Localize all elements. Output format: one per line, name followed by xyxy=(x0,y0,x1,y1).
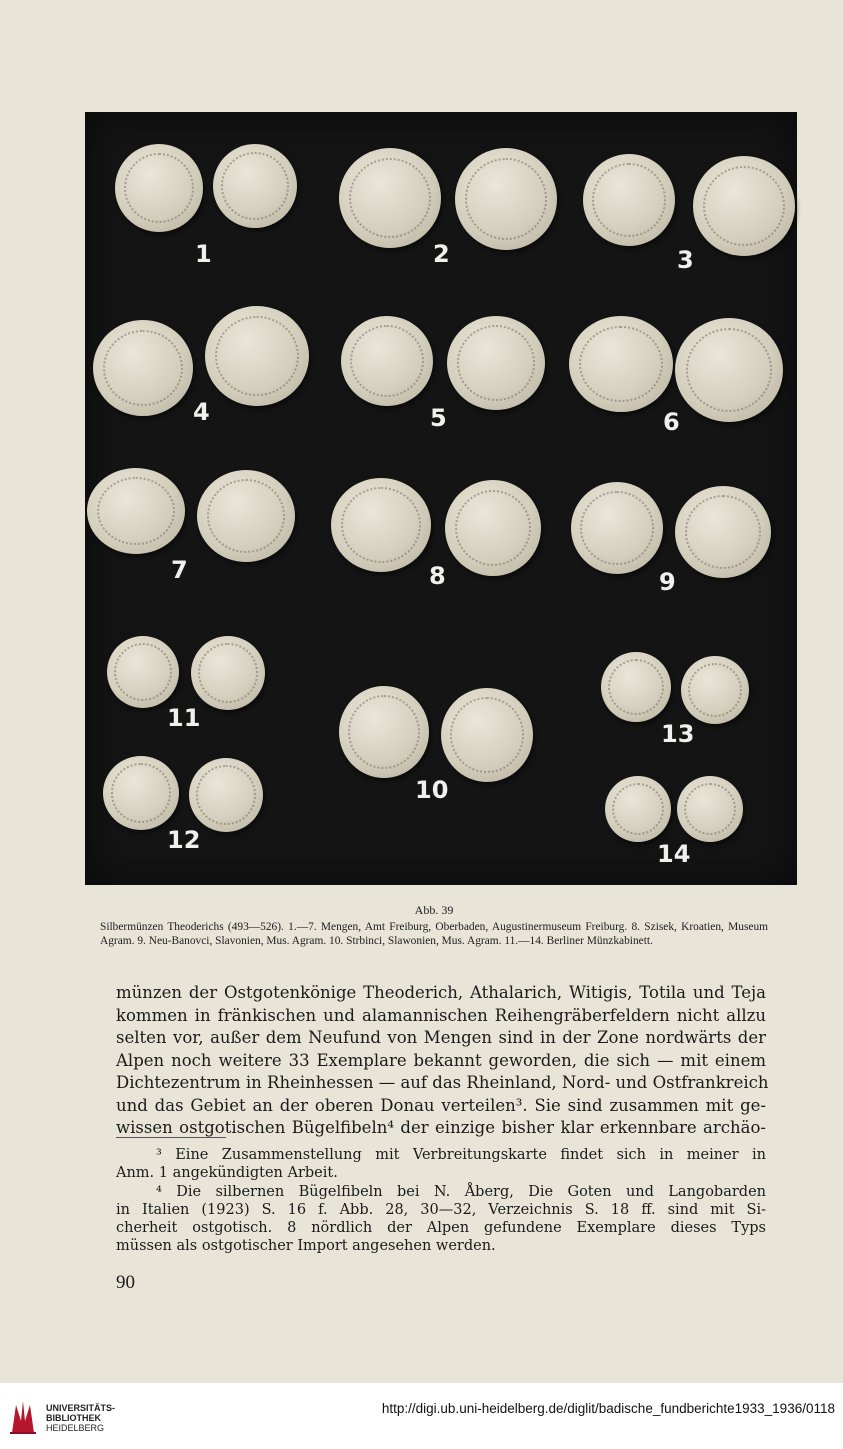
university-library-logo-icon xyxy=(8,1399,38,1435)
footnote-line: Anm. 1 angekündigten Arbeit. xyxy=(116,1165,338,1182)
coin-obverse xyxy=(87,468,185,554)
coin-number-label: 13 xyxy=(661,720,695,748)
coin-obverse xyxy=(341,316,433,406)
coin-obverse xyxy=(583,154,675,246)
coin-number-label: 10 xyxy=(415,776,449,804)
coin-obverse xyxy=(331,478,431,572)
coin-obverse xyxy=(93,320,193,416)
coin-obverse xyxy=(605,776,671,842)
page-number: 90 xyxy=(116,1272,135,1293)
coin-obverse xyxy=(571,482,663,574)
coin-reverse xyxy=(447,316,545,410)
footnotes xyxy=(116,1146,766,1256)
coin-obverse xyxy=(107,636,179,708)
coin-obverse xyxy=(339,148,441,248)
footnote-separator xyxy=(116,1137,226,1138)
viewer-footer xyxy=(0,1383,843,1449)
library-name xyxy=(46,1403,115,1433)
body-line: und das Gebiet an der oberen Donau verteilen³. Sie sind zusammen mit ge- xyxy=(116,1095,766,1115)
coin-obverse xyxy=(569,316,673,412)
body-line: münzen der Ostgotenkönige Theoderich, Athalarich, Witigis, Totila und Teja xyxy=(116,983,766,1002)
coin-reverse xyxy=(213,144,297,228)
coin-number-label: 3 xyxy=(677,246,694,274)
coin-reverse xyxy=(677,776,743,842)
coin-reverse xyxy=(445,480,541,576)
coin-number-label: 6 xyxy=(663,408,680,436)
coin-reverse xyxy=(191,636,265,710)
coin-reverse xyxy=(681,656,749,724)
footnote-line: ⁴ Die silbernen Bügelfibeln bei N. Åberg, Die Goten und Langobarden xyxy=(156,1183,766,1200)
library-name-line: HEIDELBERG xyxy=(46,1423,105,1433)
permalink-url[interactable]: http://digi.ub.uni-heidelberg.de/diglit/badische_fundberichte1933_1936/0118 xyxy=(381,1401,835,1416)
coin-reverse xyxy=(205,306,309,406)
coin-reverse xyxy=(455,148,557,250)
figure-caption-text: Silbermünzen Theoderichs (493—526). 1.—7. Mengen, Amt Freiburg, Oberbaden, Augustinermuseum Freiburg. 8. Szisek, Kroatien, Museum Agram. 9. Neu-Banovci, Slavonien, Mus. Agram. 10. Strbinci, Slawonien, Mus. Agram. 11.—14. Berliner Münzkabinett. xyxy=(100,921,768,947)
coin-obverse xyxy=(103,756,179,830)
body-paragraph xyxy=(116,982,769,1140)
library-name-line: BIBLIOTHEK xyxy=(46,1413,101,1423)
body-line: Alpen noch weitere 33 Exemplare bekannt geworden, die sich — mit einem xyxy=(116,1050,766,1070)
footnote-line: in Italien (1923) S. 16 f. Abb. 28, 30—32, Verzeichnis S. 18 ff. sind mit Si- xyxy=(116,1201,766,1218)
coin-number-label: 14 xyxy=(657,840,691,868)
coin-number-label: 8 xyxy=(429,562,446,590)
body-line: Dichtezentrum in Rheinhessen — auf das Rheinland, Nord- und Ostfrankreich xyxy=(116,1073,769,1092)
coin-reverse xyxy=(189,758,263,832)
coin-obverse xyxy=(601,652,671,722)
coin-reverse xyxy=(693,156,795,256)
coin-reverse xyxy=(441,688,533,782)
coin-number-label: 9 xyxy=(659,568,676,596)
coin-number-label: 5 xyxy=(430,404,447,432)
coin-number-label: 12 xyxy=(167,826,201,854)
body-line: selten vor, außer dem Neufund von Mengen sind in der Zone nordwärts der xyxy=(116,1028,766,1047)
footnote-line: cherheit ostgotisch. 8 nördlich der Alpen gefundene Exemplare dieses Typs xyxy=(116,1220,766,1237)
coin-number-label: 4 xyxy=(193,398,210,426)
footnote-line: ³ Eine Zusammenstellung mit Verbreitungskarte findet sich in meiner in xyxy=(156,1147,766,1163)
coin-number-label: 2 xyxy=(433,240,450,268)
footnote-line: müssen als ostgotischer Import angesehen werden. xyxy=(116,1238,496,1255)
coin-reverse xyxy=(675,486,771,578)
coin-obverse xyxy=(115,144,203,232)
body-line: kommen in fränkischen und alamannischen Reihengräberfeldern nicht allzu xyxy=(116,1005,766,1025)
library-name-line: UNIVERSITÄTS- xyxy=(46,1403,116,1413)
coin-number-label: 7 xyxy=(171,556,188,584)
coin-reverse xyxy=(675,318,783,422)
coin-reverse xyxy=(197,470,295,562)
coin-number-label: 1 xyxy=(195,240,212,268)
coin-plate-photo xyxy=(85,112,797,885)
coin-number-label: 11 xyxy=(167,704,201,732)
body-line: wissen ostgotischen Bügelfibeln⁴ der einzige bisher klar erkennbare archäo- xyxy=(116,1118,766,1137)
figure-caption-title: Abb. 39 xyxy=(414,903,454,917)
coin-obverse xyxy=(339,686,429,778)
